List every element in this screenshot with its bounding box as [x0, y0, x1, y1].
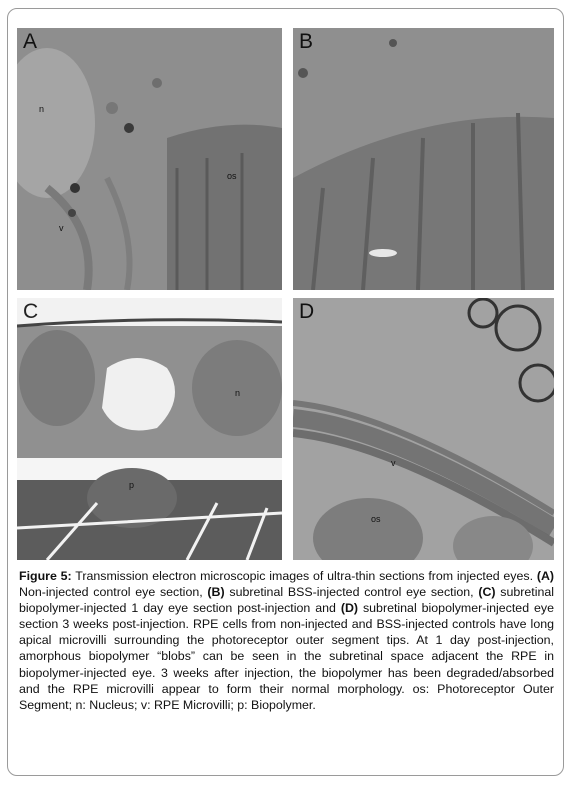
- panel-d-os-label: os: [371, 514, 381, 524]
- panel-a-nucleus-label: n: [39, 104, 45, 114]
- panel-a-image: [17, 28, 282, 290]
- panel-b-label: B: [299, 30, 314, 53]
- caption-b-text: subretinal BSS-injected control eye section,: [224, 585, 479, 600]
- panel-b-micrograph: [293, 28, 554, 290]
- panel-d-microvilli-label: v: [391, 458, 396, 468]
- caption-a-text: Non-injected control eye section,: [19, 585, 208, 600]
- caption-figure-label: Figure 5:: [19, 569, 72, 583]
- caption-d-tag: (D): [340, 601, 359, 616]
- panel-d-label: D: [299, 300, 315, 323]
- caption-d-text: subretinal biopolymer-injected eye section 3 weeks post-injection. RPE cells from non-injected and BSS-injected controls have long apical microvilli surrounding the photoreceptor outer segment tips. At 1 day post-injection, amorphous biopolymer “blobs” can be seen in the subretinal space adjacent the RPE in biopolymer-injected eye. 3 weeks after injection, the biopolymer has been degraded/absorbed and the RPE microvilli appear to form their normal morphology. os: Photoreceptor Outer Segment; n: Nucleus; v: RPE Microvilli; p: Biopolymer.: [19, 601, 554, 712]
- caption-b-tag: (B): [207, 585, 225, 600]
- panel-c-micrograph: [17, 298, 282, 560]
- caption-c-tag: (C): [478, 585, 496, 600]
- panel-a-label: A: [23, 30, 38, 53]
- panel-a-os-label: os: [227, 171, 237, 181]
- panel-c-biopolymer-label: p: [129, 480, 135, 490]
- panel-b-image: [293, 28, 554, 290]
- panel-d-micrograph: [293, 298, 554, 560]
- panel-c-nucleus-label: n: [235, 388, 241, 398]
- caption-a-tag: (A): [536, 569, 555, 583]
- panel-a-microvilli-label: v: [59, 223, 64, 233]
- panel-a-micrograph: [17, 28, 282, 290]
- panel-c-label: C: [23, 300, 39, 323]
- caption-intro: Transmission electron microscopic images of ultra-thin sections from injected eyes.: [71, 569, 537, 583]
- figure-caption: [19, 568, 554, 713]
- panel-c-image: [17, 298, 282, 560]
- caption-c-text: subretinal biopolymer-injected 1 day eye section post-injection and: [19, 585, 554, 616]
- panel-d-image: [293, 298, 554, 560]
